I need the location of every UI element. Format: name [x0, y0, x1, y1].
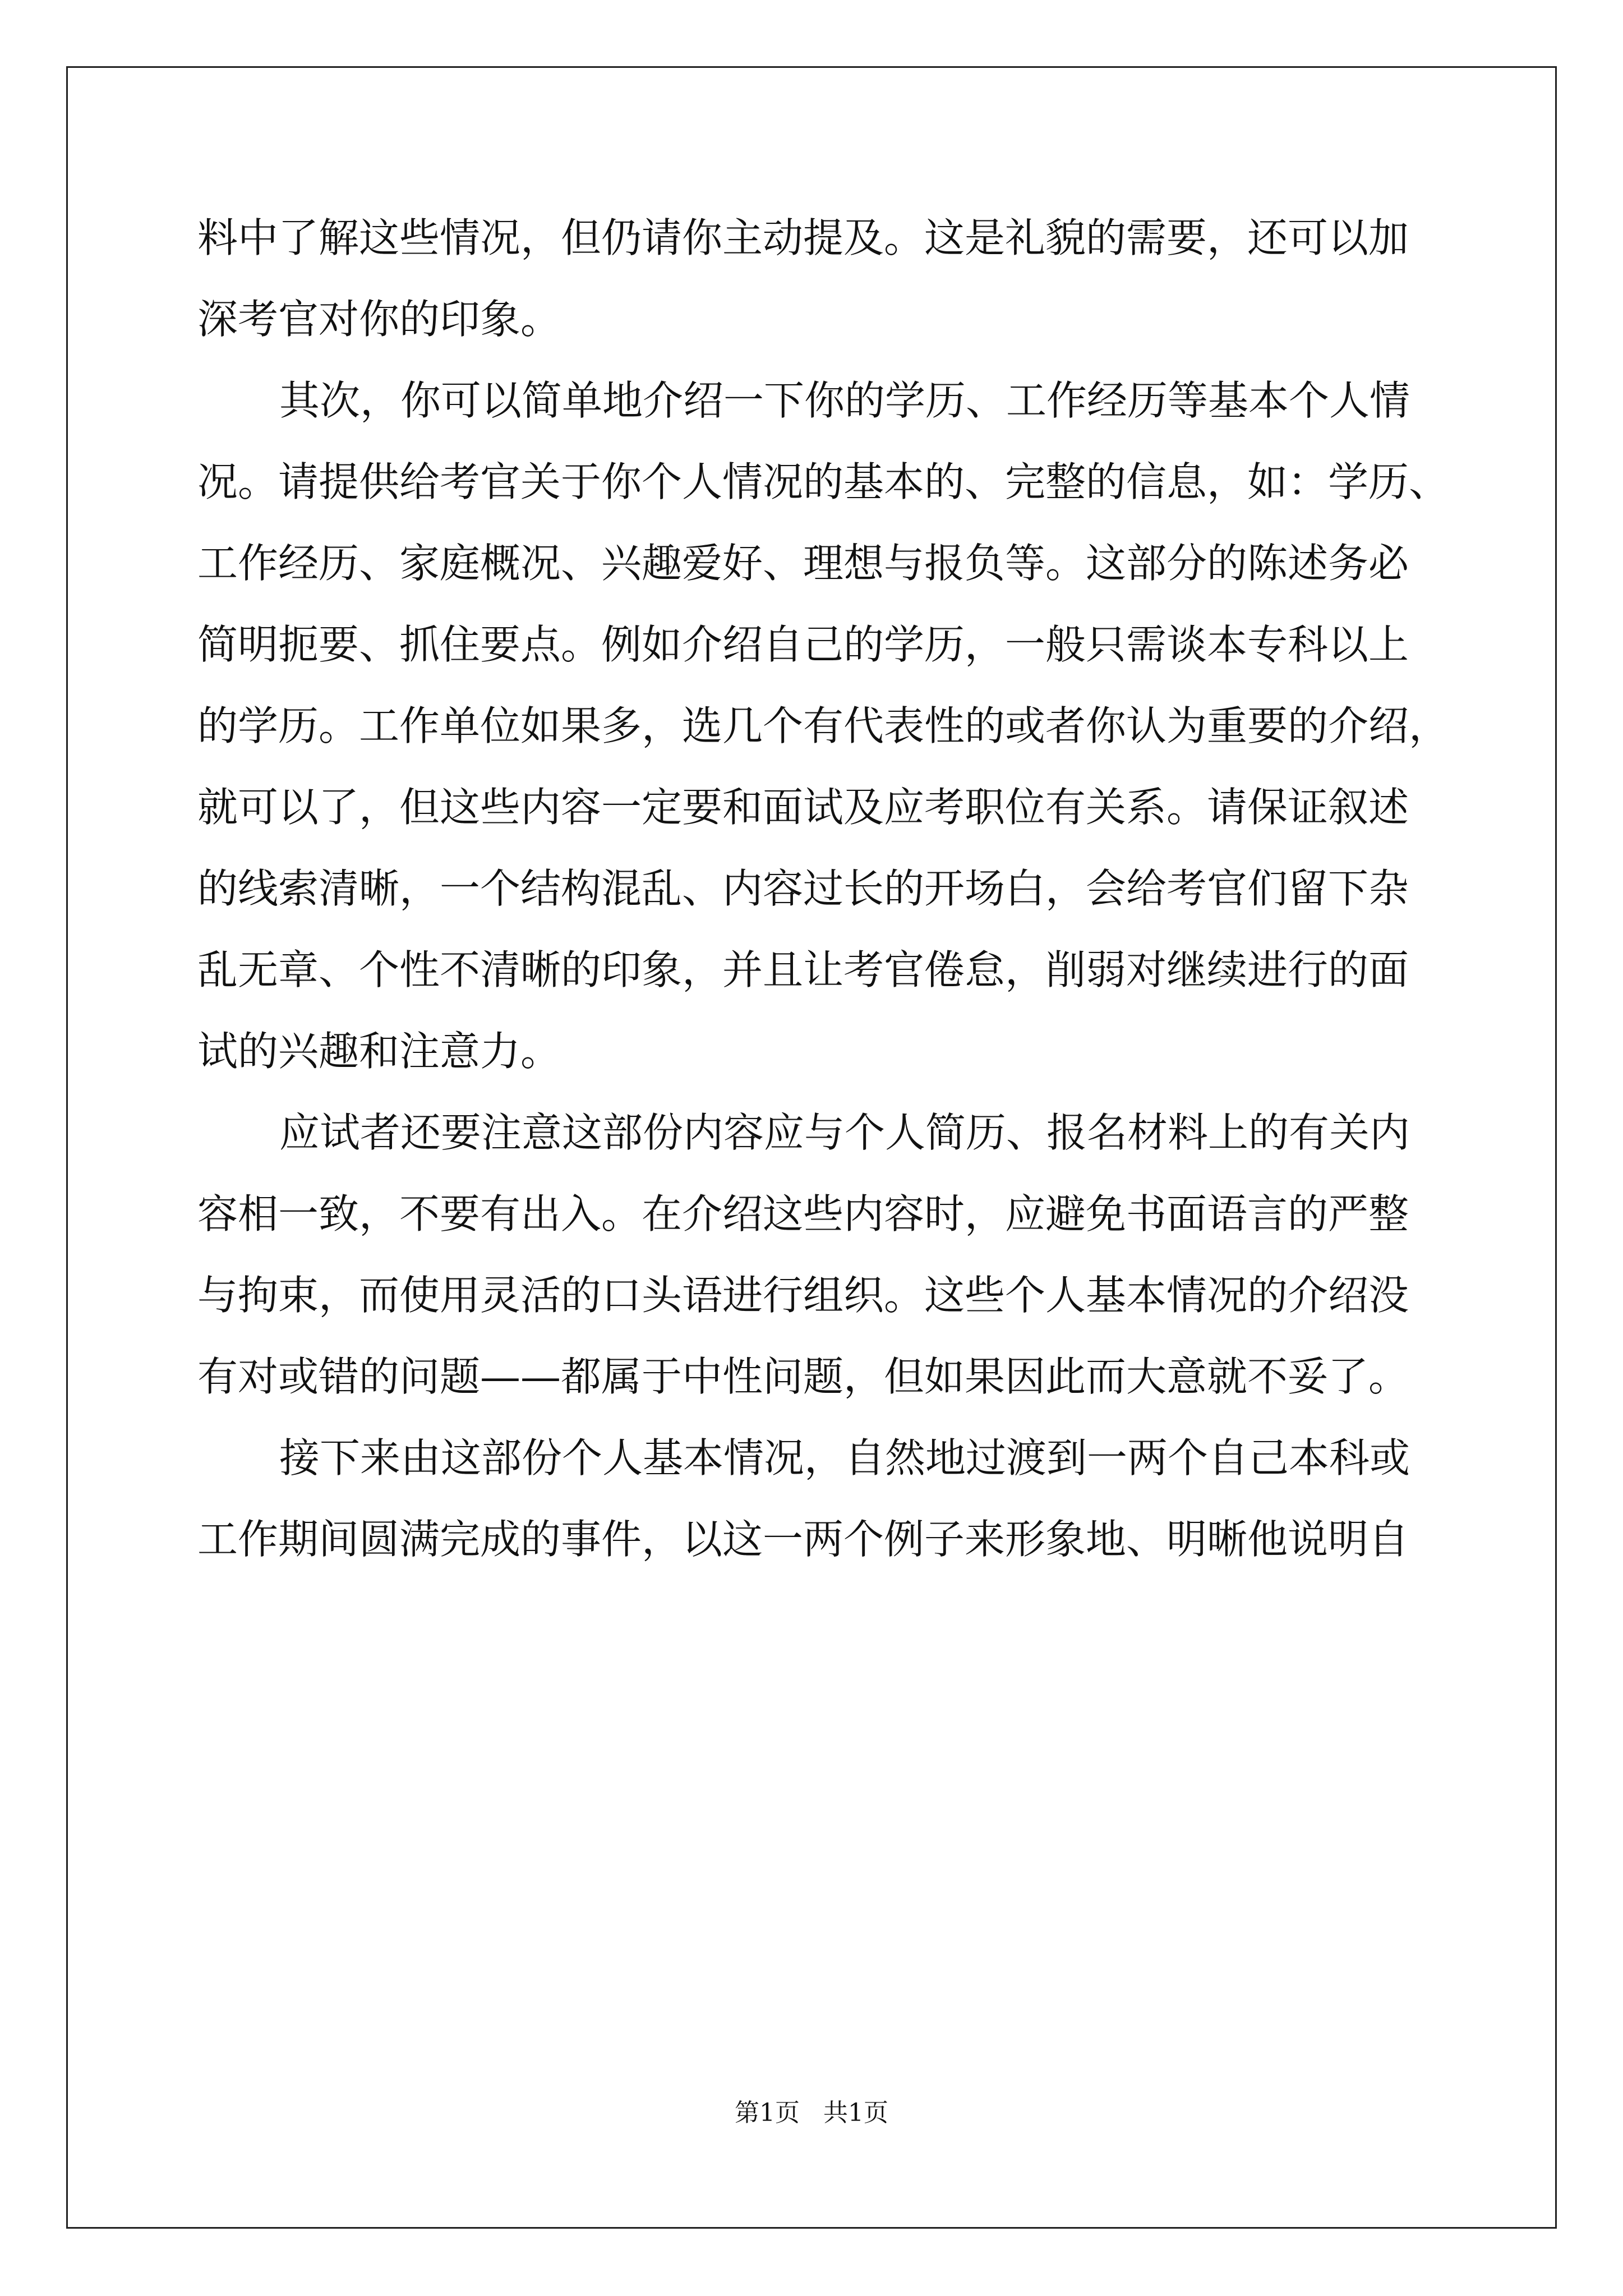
- text-line: 况。请提供给考官关于你个人情况的基本的、完整的信息，如：学历、: [197, 458, 1450, 505]
- text-line: 其次，你可以简单地介绍一下你的学历、工作经历等基本个人情: [279, 377, 1410, 424]
- text-line: 工作经历、家庭概况、兴趣爱好、理想与报负等。这部分的陈述务必: [197, 540, 1409, 587]
- text-line: 接下来由这部份个人基本情况，自然地过渡到一两个自己本科或: [279, 1434, 1410, 1481]
- text-line: 乱无章、个性不清晰的印象，并且让考官倦怠，削弱对继续进行的面: [197, 946, 1409, 993]
- text-line: 简明扼要、抓住要点。例如介绍自己的学历，一般只需谈本专科以上: [197, 621, 1409, 668]
- text-line: 工作期间圆满完成的事件，以这一两个例子来形象地、明晰他说明自: [197, 1516, 1409, 1563]
- page-footer: 第1页 共1页: [735, 2099, 888, 2127]
- paragraph-3: [197, 1092, 1426, 1418]
- text-line: 与拘束，而使用灵活的口头语进行组织。这些个人基本情况的介绍没: [197, 1272, 1409, 1319]
- document-body: [197, 197, 1450, 1580]
- text-line: 应试者还要注意这部份内容应与个人简历、报名材料上的有关内: [279, 1109, 1410, 1156]
- text-line: 的线索清晰，一个结构混乱、内容过长的开场白，会给考官们留下杂: [197, 865, 1409, 912]
- text-line: 的学历。工作单位如果多，选几个有代表性的或者你认为重要的介绍，: [197, 702, 1450, 749]
- paragraph-4: [197, 1418, 1426, 1580]
- paragraph-2: [197, 360, 1450, 1092]
- text-line: 料中了解这些情况，但仍请你主动提及。这是礼貌的需要，还可以加: [197, 214, 1409, 261]
- paragraph-1: [197, 197, 1426, 360]
- text-line: 有对或错的问题——都属于中性问题，但如果因此而大意就不妥了。: [197, 1353, 1409, 1400]
- text-line: 深考官对你的印象。: [197, 296, 561, 343]
- text-line: 试的兴趣和注意力。: [197, 1028, 561, 1075]
- text-line: 就可以了，但这些内容一定要和面试及应考职位有关系。请保证叙述: [197, 784, 1409, 831]
- text-line: 容相一致，不要有出入。在介绍这些内容时，应避免书面语言的严整: [197, 1190, 1409, 1237]
